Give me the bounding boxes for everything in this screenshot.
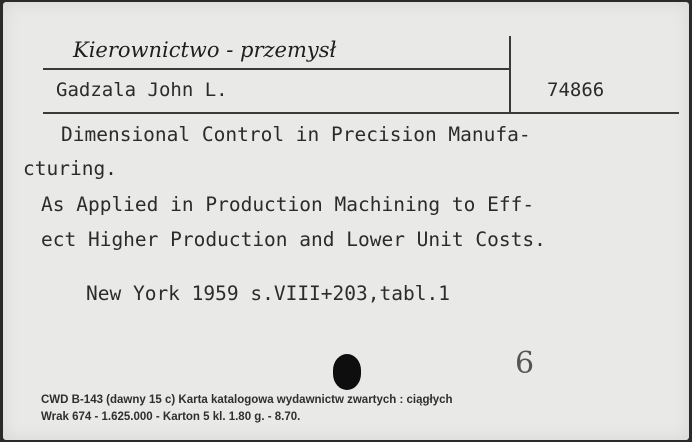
handwritten-mark: 6 xyxy=(515,346,535,381)
vertical-divider xyxy=(509,36,511,112)
header-rule xyxy=(43,112,679,114)
title-line-2: cturing. xyxy=(23,157,117,180)
footer-line-1: CWD B-143 (dawny 15 c) Karta katalogowa wydawnictw zwartych : ciągłych xyxy=(41,394,453,406)
footer-line-2: Wrak 674 - 1.625.000 - Karton 5 kl. 1.80 g. - 8.70. xyxy=(41,411,301,423)
author-name: Gadzala John L. xyxy=(56,79,228,101)
call-number: 74866 xyxy=(547,79,605,101)
title-line-4: ect Higher Production and Lower Unit Costs. xyxy=(41,228,546,251)
imprint-line: New York 1959 s.VIII+203,tabl.1 xyxy=(86,282,450,305)
punch-hole xyxy=(333,354,361,390)
subject-underline xyxy=(43,68,509,70)
catalog-card xyxy=(3,2,689,440)
title-line-1: Dimensional Control in Precision Manufa- xyxy=(61,123,531,146)
title-line-3: As Applied in Production Machining to Eff- xyxy=(41,193,535,216)
subject-heading: Kierownictwo - przemysł xyxy=(73,38,337,62)
